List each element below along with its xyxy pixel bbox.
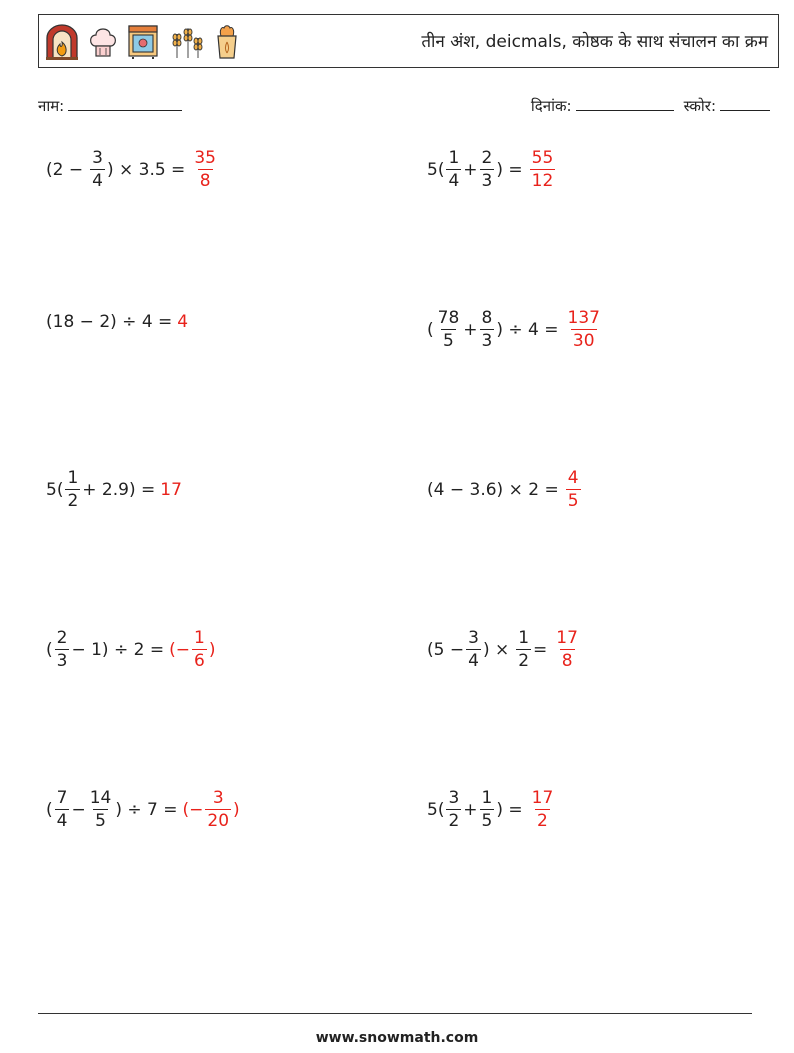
expr-part: 5( [46, 480, 64, 500]
answer: 4 [177, 312, 189, 332]
problem-10 [427, 780, 557, 840]
fraction [65, 470, 80, 510]
answer [169, 630, 215, 670]
answer [564, 470, 583, 510]
fraction [480, 790, 495, 830]
numerator: 17 [556, 628, 578, 648]
numerator: 137 [567, 308, 600, 328]
numerator: 8 [481, 308, 493, 328]
expr-part: − 1) ÷ 2 = [71, 640, 165, 660]
numerator: 7 [56, 788, 68, 808]
expr-part: + [463, 160, 478, 180]
numerator: 1 [193, 628, 205, 648]
expr-part: + [463, 800, 478, 820]
denominator: 4 [468, 651, 479, 671]
answer [190, 150, 220, 190]
date-label: दिनांक: [530, 97, 572, 115]
expr-part: 5( [427, 160, 445, 180]
denominator: 8 [199, 171, 211, 191]
fraction [446, 150, 461, 190]
answer-paren-close: ) [233, 800, 240, 820]
denominator: 2 [537, 811, 548, 831]
problem-6 [427, 460, 583, 520]
numerator: 1 [448, 148, 460, 168]
answer [564, 310, 604, 350]
expr-part: ) = [496, 800, 523, 820]
name-field [38, 96, 182, 116]
expr-part: ) = [496, 160, 523, 180]
answer-paren-open: (− [169, 640, 190, 660]
expr-part: + 2.9) = [82, 480, 156, 500]
expr-part: ( [427, 320, 434, 340]
bread-bag-icon [213, 24, 241, 60]
numerator: 2 [56, 628, 68, 648]
denominator: 30 [572, 331, 595, 351]
answer [183, 790, 240, 830]
problem-9 [46, 780, 240, 840]
answer-paren-close: ) [208, 640, 216, 660]
fraction [55, 790, 70, 830]
expr-part: (5 − [427, 640, 465, 660]
expr-part: ) ÷ 7 = [115, 800, 178, 820]
denominator: 3 [56, 651, 68, 671]
footer-url[interactable]: www.snowmath.com [315, 1030, 479, 1046]
problem-7 [46, 620, 215, 680]
denominator: 4 [56, 811, 68, 831]
expr-part: = [533, 640, 548, 660]
numerator: 1 [481, 788, 493, 808]
fraction [516, 630, 531, 670]
worksheet-header [38, 14, 779, 68]
problem-3 [46, 292, 188, 352]
expr-part: ( [46, 640, 53, 660]
problem-4 [427, 300, 604, 360]
fraction [55, 630, 70, 670]
denominator: 5 [95, 811, 106, 831]
score-field [684, 96, 770, 116]
worksheet-title: तीन अंश, deicmals, कोष्ठक के साथ संचालन का क्रम [421, 32, 768, 52]
header-icons [45, 21, 241, 63]
denominator: 12 [531, 171, 554, 191]
fraction [446, 790, 461, 830]
fireplace-icon [45, 24, 79, 60]
chef-hat-icon [88, 24, 118, 60]
denominator: 2 [448, 811, 460, 831]
denominator: 20 [207, 811, 230, 831]
answer-paren-open: (− [182, 800, 204, 820]
numerator: 4 [567, 468, 579, 488]
expr-part: (4 − 3.6) × 2 = [427, 480, 559, 500]
numerator: 35 [194, 148, 216, 168]
denominator: 8 [561, 651, 573, 671]
oven-icon [127, 24, 159, 60]
denominator: 3 [481, 331, 493, 351]
expr-part: − [71, 800, 86, 820]
numerator: 3 [468, 628, 479, 648]
denominator: 3 [481, 171, 493, 191]
date-score-fields [531, 96, 770, 116]
fraction [480, 150, 495, 190]
numerator: 55 [531, 148, 554, 168]
fraction [466, 630, 481, 670]
numerator: 78 [437, 308, 460, 328]
expr-part: ) × [482, 640, 510, 660]
denominator: 6 [193, 651, 205, 671]
problem-5 [46, 460, 182, 520]
denominator: 2 [67, 491, 79, 511]
score-blank[interactable] [720, 97, 770, 111]
denominator: 5 [567, 491, 579, 511]
answer [552, 630, 582, 670]
numerator: 1 [67, 468, 79, 488]
denominator: 5 [443, 331, 454, 351]
problem-1 [46, 140, 220, 200]
name-label: नाम: [38, 97, 65, 115]
denominator: 2 [518, 651, 530, 671]
answer [528, 150, 558, 190]
footer-divider [38, 1013, 752, 1014]
numerator: 3 [92, 148, 103, 168]
expr-part: ( [46, 800, 53, 820]
numerator: 14 [89, 788, 112, 808]
expr-part: (18 − 2) ÷ 4 = [46, 312, 173, 332]
denominator: 5 [481, 811, 493, 831]
date-blank[interactable] [576, 97, 674, 111]
score-label: स्कोर: [683, 97, 716, 115]
fraction [90, 150, 105, 190]
expr-part: (2 − [46, 160, 84, 180]
expr-part: ) ÷ 4 = [496, 320, 559, 340]
fraction [436, 310, 462, 350]
denominator: 4 [92, 171, 103, 191]
answer [528, 790, 558, 830]
numerator: 3 [212, 788, 224, 808]
expr-part: ) × 3.5 = [106, 160, 186, 180]
numerator: 3 [448, 788, 460, 808]
problem-8 [427, 620, 582, 680]
denominator: 4 [448, 171, 460, 191]
name-blank[interactable] [68, 97, 182, 111]
wheat-icon [168, 24, 204, 60]
date-field [531, 96, 674, 116]
numerator: 1 [518, 628, 530, 648]
answer: 17 [160, 480, 182, 500]
numerator: 2 [481, 148, 493, 168]
problem-2 [427, 140, 557, 200]
expr-part: 5( [427, 800, 445, 820]
numerator: 17 [531, 788, 554, 808]
fraction [88, 790, 114, 830]
fraction [480, 310, 495, 350]
expr-part: + [463, 320, 478, 340]
